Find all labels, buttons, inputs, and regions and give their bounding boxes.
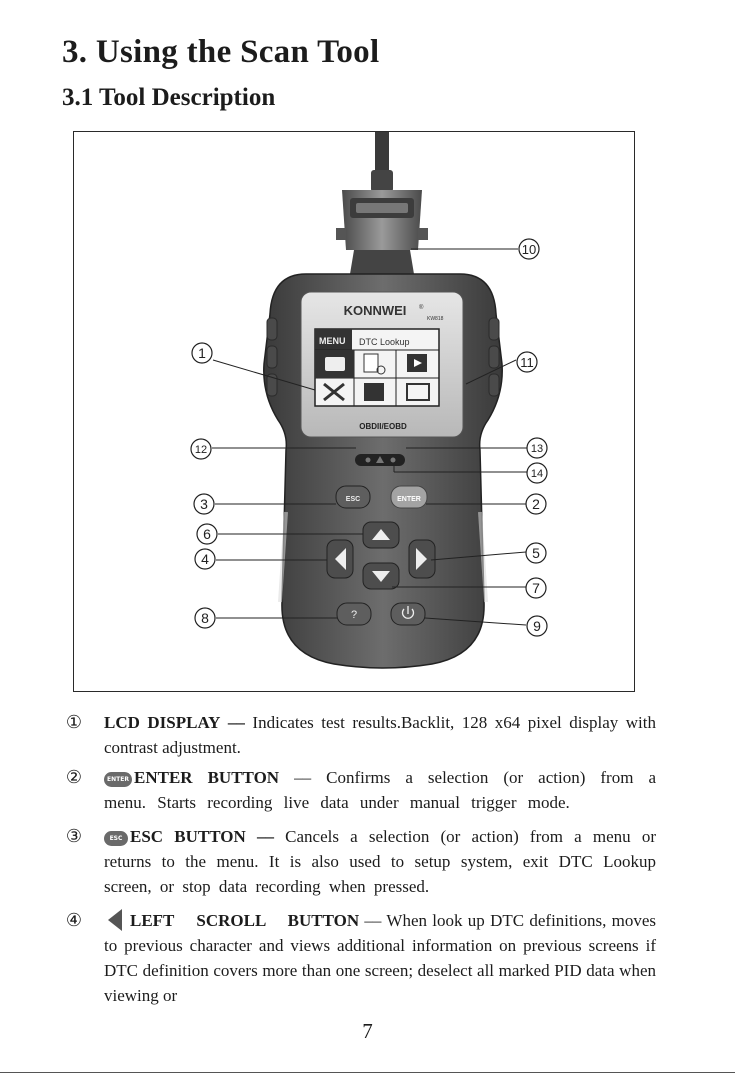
scan-tool-illustration: [74, 132, 636, 693]
item-dash: ––: [227, 713, 245, 732]
svg-text:10: 10: [521, 242, 537, 257]
svg-text:6: 6: [203, 526, 211, 542]
page-number: 7: [362, 1019, 373, 1043]
item-title: ESC BUTTON: [130, 827, 246, 846]
svg-text:13: 13: [530, 443, 544, 455]
item-description: When look up DTC definitions, moves to previous character and views additional information on previous screens if DTC definition covers more than one screen; deselect all marked PID data when viewing or: [104, 911, 656, 1005]
enter-button-label: ENTER: [397, 496, 421, 503]
svg-text:3: 3: [200, 496, 208, 512]
svg-text:7: 7: [532, 580, 540, 596]
item-description: Confirms a selection (or action) from a menu. Starts recording live data under manual trigger mode.: [104, 768, 656, 812]
lcd-menu-label: MENU: [319, 336, 346, 346]
printer-icon: [364, 383, 384, 401]
svg-text:4: 4: [201, 551, 209, 567]
brand-mark: ®: [419, 305, 424, 311]
item-number: ②: [65, 767, 83, 787]
scan-tool-figure: [73, 131, 635, 692]
svg-text:1: 1: [198, 345, 206, 361]
brand-logo: KONNWEI: [343, 303, 407, 318]
left-arrow-icon: [108, 909, 122, 931]
svg-text:2: 2: [532, 496, 540, 512]
item-number: ③: [65, 826, 83, 846]
callout-7: [526, 578, 546, 598]
power-button[interactable]: [391, 603, 425, 625]
item-text: [104, 765, 656, 815]
svg-text:9: 9: [533, 618, 541, 634]
obd-label: OBDII/EOBD: [359, 422, 407, 431]
item-text: [104, 824, 656, 899]
item-dash: ––: [294, 768, 312, 787]
callout-10: [519, 239, 539, 259]
callout-13: [527, 438, 547, 458]
item-text: [104, 908, 656, 1008]
esc-button-label: ESC: [345, 496, 361, 503]
svg-text:11: 11: [520, 355, 534, 370]
subsection-heading: 3.1 Tool Description: [62, 84, 276, 111]
document-search-icon: [364, 354, 378, 372]
callout-11: [517, 352, 537, 372]
obd-cable: [336, 132, 428, 274]
svg-text:14: 14: [530, 468, 544, 480]
lcd-dtc-label: DTC Lookup: [359, 337, 410, 347]
enter-button-icon: ENTER: [104, 772, 132, 787]
callout-1: [192, 343, 212, 363]
svg-text:5: 5: [532, 545, 540, 561]
help-button-label: ?: [350, 609, 358, 621]
callout-9: [527, 616, 547, 636]
item-text: [104, 710, 656, 760]
callout-14: [527, 463, 547, 483]
esc-button-icon: ESC: [104, 831, 128, 846]
item-description: Cancels a selection (or action) from a menu or returns to the menu. It is also used to setup system, exit DTC Lookup screen, or stop data recording when pressed.: [104, 827, 657, 896]
callout-4: [195, 549, 215, 569]
enter-button[interactable]: [391, 486, 427, 508]
model-label: KW818: [427, 316, 444, 322]
svg-text:8: 8: [201, 610, 209, 626]
svg-text:12: 12: [194, 444, 208, 456]
section-heading: 3. Using the Scan Tool: [62, 34, 380, 70]
item-description: Indicates test results.Backlit, 128 x64 pixel display with contrast adjustment.: [104, 713, 657, 757]
item-title: ENTER BUTTON: [134, 768, 280, 787]
item-number: ④: [65, 910, 83, 930]
help-button[interactable]: [337, 603, 371, 625]
item-number: ①: [65, 712, 83, 732]
lcd-screen: [315, 329, 439, 406]
callout-2: [526, 494, 546, 514]
page-bottom-rule: [0, 1072, 735, 1073]
item-title: LEFT SCROLL BUTTON: [130, 911, 360, 930]
item-dash: ––: [256, 827, 274, 846]
engine-icon: [325, 357, 345, 371]
callout-5: [526, 543, 546, 563]
callout-3: [194, 494, 214, 514]
callout-12: [191, 439, 211, 459]
item-title: LCD DISPLAY: [104, 713, 221, 732]
callout-8: [195, 608, 215, 628]
callout-6: [197, 524, 217, 544]
esc-button[interactable]: [336, 486, 370, 508]
item-dash: ––: [364, 911, 382, 930]
